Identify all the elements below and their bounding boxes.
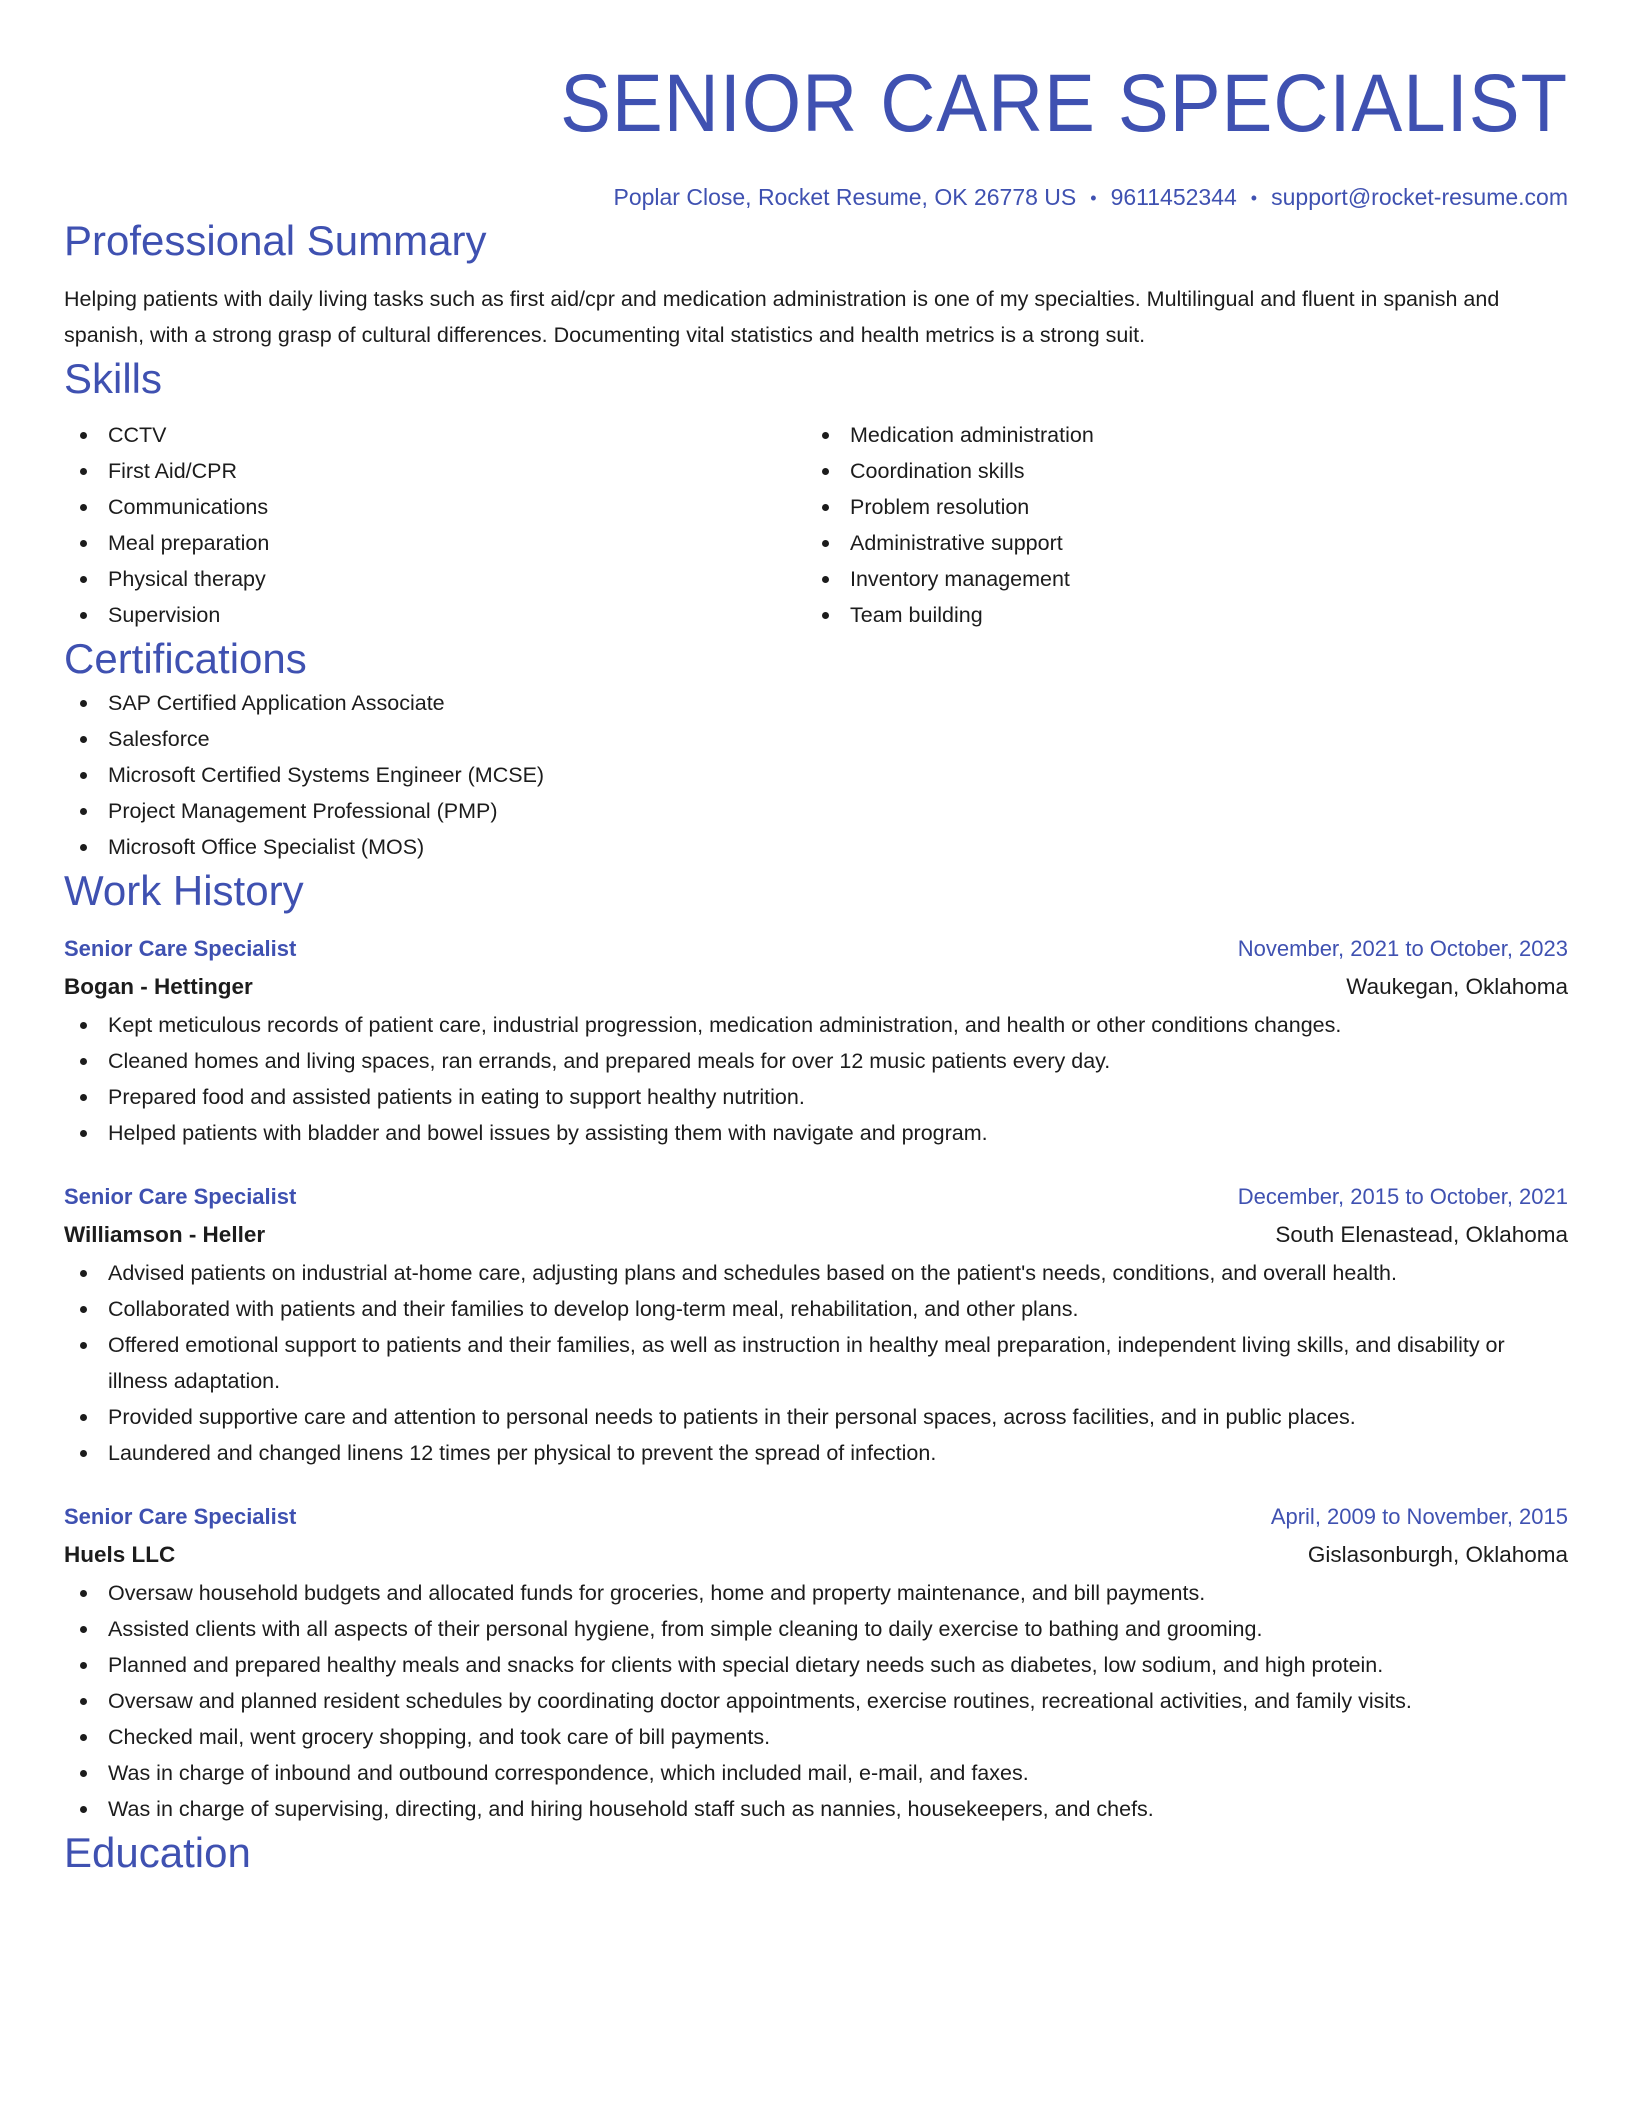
certifications-list — [64, 685, 1568, 865]
resume-name: SENIOR CARE SPECIALIST — [560, 58, 1568, 149]
skill-item: CCTV — [64, 417, 806, 453]
job-duties-list — [64, 1255, 1568, 1471]
job-title: Senior Care Specialist — [64, 936, 297, 961]
skills-list-left — [64, 417, 806, 633]
job-title-row — [64, 1179, 1568, 1215]
education-heading: Education — [64, 1829, 251, 1876]
job-duty-item: Was in charge of supervising, directing, and hiring household staff such as nannies, housekeepers, and chefs. — [64, 1791, 1568, 1827]
skill-item: Communications — [64, 489, 806, 525]
certification-item: Microsoft Office Specialist (MOS) — [64, 829, 1568, 865]
certification-item: Salesforce — [64, 721, 1568, 757]
job-title-row — [64, 1499, 1568, 1535]
job-duty-item: Assisted clients with all aspects of their personal hygiene, from simple cleaning to daily exercise to bathing and grooming. — [64, 1611, 1568, 1647]
job-duty-item: Kept meticulous records of patient care, industrial progression, medication administration, and health or other conditions changes. — [64, 1007, 1568, 1043]
certification-item: Project Management Professional (PMP) — [64, 793, 1568, 829]
skills-column-left — [64, 417, 806, 633]
job-company: Williamson - Heller — [64, 1222, 266, 1247]
job-duty-item: Was in charge of inbound and outbound correspondence, which included mail, e-mail, and faxes. — [64, 1755, 1568, 1791]
job-dates: November, 2021 to October, 2023 — [1237, 936, 1568, 961]
job-company-row — [64, 1535, 1568, 1575]
contact-separator: • — [1090, 188, 1097, 208]
skill-item: Meal preparation — [64, 525, 806, 561]
job-location: Gislasonburgh, Oklahoma — [1307, 1542, 1568, 1567]
job-title: Senior Care Specialist — [64, 1504, 297, 1529]
job-location: Waukegan, Oklahoma — [1346, 974, 1568, 999]
job-duties-list — [64, 1007, 1568, 1151]
job-title: Senior Care Specialist — [64, 1184, 297, 1209]
certifications-heading: Certifications — [64, 635, 307, 682]
skills-grid — [64, 417, 1568, 633]
work-history-list — [64, 931, 1568, 1827]
job-dates: April, 2009 to November, 2015 — [1270, 1504, 1568, 1529]
job-company-row — [64, 1215, 1568, 1255]
job-duty-item: Advised patients on industrial at-home care, adjusting plans and schedules based on the patient's needs, conditions, and overall health. — [64, 1255, 1568, 1291]
skill-item: Medication administration — [806, 417, 1548, 453]
job-entry — [64, 1499, 1568, 1827]
skills-heading: Skills — [64, 355, 163, 402]
job-duty-item: Planned and prepared healthy meals and snacks for clients with special dietary needs such as diabetes, low sodium, and high protein. — [64, 1647, 1568, 1683]
contact-line — [64, 180, 1568, 215]
work-history-heading: Work History — [64, 867, 304, 914]
job-duty-item: Laundered and changed linens 12 times per physical to prevent the spread of infection. — [64, 1435, 1568, 1471]
summary-text: Helping patients with daily living tasks such as first aid/cpr and medication administration is one of my specialties. Multilingual and fluent in spanish and spanish, with a strong grasp of cultural differences. Documenting vital statistics and health metrics is a strong suit. — [64, 287, 1500, 347]
contact-separator: • — [1250, 188, 1258, 208]
contact-phone: 9611452344 — [1110, 184, 1237, 210]
job-duty-item: Cleaned homes and living spaces, ran errands, and prepared meals for over 12 music patients every day. — [64, 1043, 1568, 1079]
job-duty-item: Oversaw household budgets and allocated funds for groceries, home and property maintenance, and bill payments. — [64, 1575, 1568, 1611]
resume-page — [64, 0, 1568, 1879]
job-location: South Elenastead, Oklahoma — [1275, 1222, 1568, 1247]
job-company: Bogan - Hettinger — [64, 974, 253, 999]
skills-list-right — [806, 417, 1548, 633]
skill-item: Team building — [806, 597, 1548, 633]
job-company: Huels LLC — [64, 1542, 176, 1567]
certification-item: Microsoft Certified Systems Engineer (MCSE) — [64, 757, 1568, 793]
skill-item: Administrative support — [806, 525, 1548, 561]
job-duty-item: Provided supportive care and attention to personal needs to patients in their personal spaces, across facilities, and in public places. — [64, 1399, 1568, 1435]
job-entry — [64, 931, 1568, 1151]
skill-item: Physical therapy — [64, 561, 806, 597]
job-duty-item: Oversaw and planned resident schedules by coordinating doctor appointments, exercise routines, recreational activities, and family visits. — [64, 1683, 1568, 1719]
summary-heading: Professional Summary — [64, 217, 487, 264]
job-dates: December, 2015 to October, 2021 — [1237, 1184, 1568, 1209]
skill-item: Inventory management — [806, 561, 1548, 597]
skill-item: Coordination skills — [806, 453, 1548, 489]
job-company-row — [64, 967, 1568, 1007]
job-duty-item: Prepared food and assisted patients in eating to support healthy nutrition. — [64, 1079, 1568, 1115]
skill-item: Problem resolution — [806, 489, 1548, 525]
contact-address: Poplar Close, Rocket Resume, OK 26778 US — [613, 184, 1077, 210]
skill-item: First Aid/CPR — [64, 453, 806, 489]
skill-item: Supervision — [64, 597, 806, 633]
job-duty-item: Collaborated with patients and their families to develop long-term meal, rehabilitation, and other plans. — [64, 1291, 1568, 1327]
skills-column-right — [806, 417, 1548, 633]
job-duty-item: Helped patients with bladder and bowel issues by assisting them with navigate and program. — [64, 1115, 1568, 1151]
job-duty-item: Checked mail, went grocery shopping, and took care of bill payments. — [64, 1719, 1568, 1755]
job-entry — [64, 1179, 1568, 1471]
job-duties-list — [64, 1575, 1568, 1827]
contact-email[interactable]: support@rocket-resume.com — [1271, 184, 1568, 210]
job-duty-item: Offered emotional support to patients and their families, as well as instruction in healthy meal preparation, independent living skills, and disability or illness adaptation. — [64, 1327, 1568, 1399]
job-title-row — [64, 931, 1568, 967]
certification-item: SAP Certified Application Associate — [64, 685, 1568, 721]
